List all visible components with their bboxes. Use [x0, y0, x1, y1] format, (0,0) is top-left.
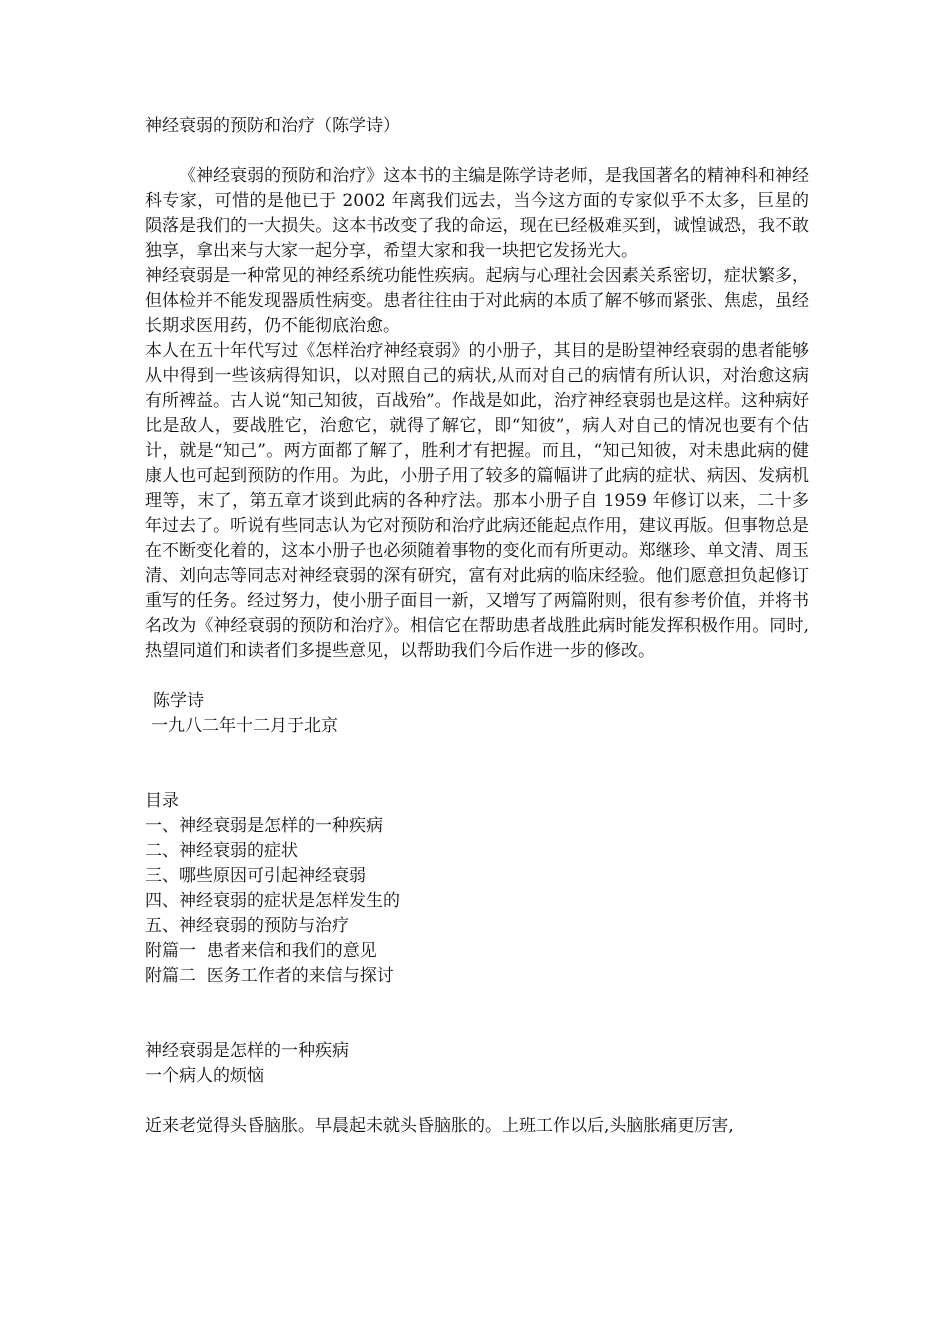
table-of-contents [145, 789, 809, 989]
toc-item: 附篇二 医务工作者的来信与探讨 [145, 966, 394, 986]
toc-item: 二、神经衰弱的症状 [145, 841, 298, 861]
toc-item: 五、神经衰弱的预防与治疗 [145, 916, 349, 936]
body-start-paragraph: 近来老觉得头昏脑胀。早晨起未就头昏脑胀的。上班工作以后,头脑胀痛更厉害, [145, 1116, 734, 1136]
spacer [145, 664, 809, 689]
toc-item: 三、哪些原因可引起神经衰弱 [145, 866, 366, 886]
intro-paragraph: 《神经衰弱的预防和治疗》这本书的主编是陈学诗老师，是我国著名的精神科和神经科专家，可惜的是他已于 2002 年离我们远去，当今这方面的专家似乎不太多，巨星的陨落是我们的一大损失。这本书改变了我的命运，现在已经极难买到，诚惶诚恐，我不敢独享，拿出来与大家一起分享，希望大家和我一块把它发扬光大。 [145, 166, 809, 261]
toc-item: 附篇一 患者来信和我们的意见 [145, 941, 377, 961]
spacer [145, 1089, 809, 1114]
toc-heading: 目录 [145, 791, 179, 811]
section-title: 一个病人的烦恼 [145, 1066, 264, 1086]
signature-name: 陈学诗 [153, 691, 204, 711]
toc-item: 四、神经衰弱的症状是怎样发生的 [145, 891, 400, 911]
toc-item: 一、神经衰弱是怎样的一种疾病 [145, 816, 383, 836]
spacer [145, 989, 809, 1039]
signature-date: 一九八二年十二月于北京 [151, 716, 338, 736]
spacer [145, 739, 809, 789]
document-page [145, 114, 809, 1139]
body-paragraph-2: 本人在五十年代写过《怎样治疗神经衰弱》的小册子，其目的是盼望神经衰弱的患者能够从中得到一些该病得知识，以对照自己的病状,从而对自己的病情有所认识，对治愈这病有所裨益。古人说“知己知彼，百战殆”。作战是如此，治疗神经衰弱也是这样。这种病好比是敌人，要战胜它，治愈它，就得了解它，即“知彼”，病人对自己的情况也要有个估计，就是“知己”。两方面都了解了，胜利才有把握。而且，“知己知彼，对未患此病的健康人也可起到预防的作用。为此，小册子用了较多的篇幅讲了此病的症状、病因、发病机理等，末了，第五章才谈到此病的各种疗法。那本小册子自 1959 年修订以来，二十多年过去了。听说有些同志认为它对预防和治疗此病还能起点作用，建议再版。但事物总是在不断变化着的，这本小册子也必须随着事物的变化而有所更动。郑继珍、单文清、周玉清、刘向志等同志对神经衰弱的深有研究，富有对此病的临床经验。他们愿意担负起修订重写的任务。经过努力，使小册子面目一新，又增写了两篇附则，很有参考价值，并将书名改为《神经衰弱的预防和治疗》。相信它在帮助患者战胜此病时能发挥积极作用。同时, 热望同道们和读者们多提些意见，以帮助我们今后作进一步的修改。 [145, 341, 809, 661]
body-paragraph-1: 神经衰弱是一种常见的神经系统功能性疾病。起病与心理社会因素关系密切，症状繁多，但体检并不能发现器质性病变。患者往往由于对此病的本质了解不够而紧张、焦虑，虽经长期求医用药，仍不能彻底治愈。 [145, 266, 809, 336]
document-title: 神经衰弱的预防和治疗（陈学诗） [145, 116, 400, 136]
chapter-title: 神经衰弱是怎样的一种疾病 [145, 1041, 349, 1061]
